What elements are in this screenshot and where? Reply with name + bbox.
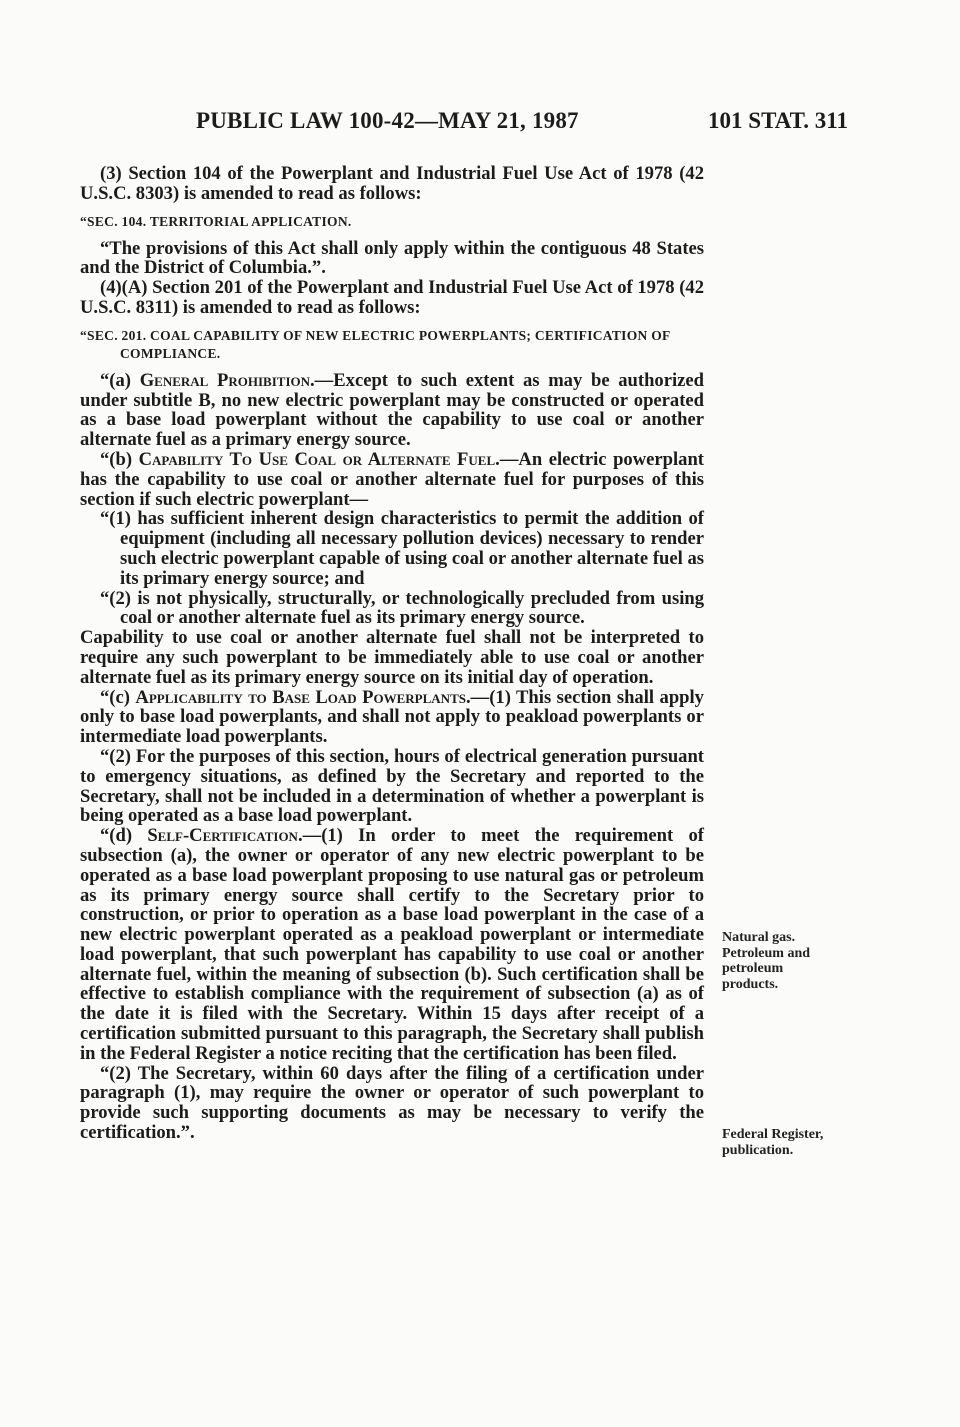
subsection-a <box>80 371 704 450</box>
running-head <box>196 108 848 138</box>
paragraph-section-104-amendment: (3) Section 104 of the Powerplant and Industrial Fuel Use Act of 1978 (42 U.S.C. 8303) is amended to read as follows: <box>80 163 704 204</box>
margin-note-natural-gas: Natural gas. Petroleum and petroleum products. <box>722 930 811 992</box>
section-104-heading: “SEC. 104. TERRITORIAL APPLICATION. <box>80 213 352 229</box>
subsection-d-caption: Self-Certification. <box>147 825 303 847</box>
subsection-b-paragraph-1: “(1) has sufficient inherent design characteristics to permit the addition of equipment (including all necessary pollution devices) necessary to render such electric powerplant capable of using coal or another alternate fuel as its primary energy source; and <box>100 508 704 589</box>
subsection-c <box>80 688 704 747</box>
paragraph-section-201-amendment: (4)(A) Section 201 of the Powerplant and Industrial Fuel Use Act of 1978 (42 U.S.C. 8311) is amended to read as follows: <box>80 277 704 318</box>
subsection-c-number: “(c) <box>100 686 136 708</box>
subsection-b-number: “(b) <box>100 448 139 470</box>
subsection-d-text: —(1) In order to meet the requirement of subsection (a), the owner or operator of any new electric powerplant to be operated as a base load powerplant proposing to use natural gas or petroleum as its primary energy source shall certify to the Secretary prior to construction, or prior to operation as a base load powerplant in the case of a new electric powerplant operated as a peakload powerplant or intermediate load powerplant, that such powerplant has capability to use coal or another alternate fuel, within the meaning of subsection (b). Such certification shall be effective to establish compliance with the requirement of subsection (a) as of the date it is filed with the Secretary. Within 15 days after receipt of a certification submitted pursuant to this paragraph, the Secretary shall publish in the Federal Register a notice reciting that the certification has been filed. <box>80 825 704 1064</box>
subsection-b-text: —An electric powerplant has the capability to use coal or another alternate fuel for purposes of this section if such electric powerplant— <box>80 448 705 510</box>
statute-page-reference: 101 STAT. 311 <box>708 108 848 133</box>
law-text <box>80 164 704 1143</box>
subsection-b <box>80 450 704 509</box>
section-201-heading: “SEC. 201. COAL CAPABILITY OF NEW ELECTRIC POWERPLANTS; CERTIFICATION OF COMPLIANCE. <box>80 327 671 361</box>
margin-note-federal-register: Federal Register, publication. <box>722 1127 824 1158</box>
subsection-d-number: “(d) <box>100 825 148 847</box>
subsection-c-paragraph-2: “(2) For the purposes of this section, hours of electrical generation pursuant to emergency situations, as defined by the Secretary and reported to the Secretary, shall not be included in a determination of whether a powerplant is being operated as a base load powerplant. <box>80 745 704 827</box>
subsection-c-caption: Applicability to Base Load Powerplants. <box>135 686 471 708</box>
law-title: PUBLIC LAW 100-42—MAY 21, 1987 <box>196 108 579 133</box>
paragraph-territorial-application: “The provisions of this Act shall only apply within the contiguous 48 States and the District of Columbia.”. <box>80 237 704 279</box>
subsection-a-caption: General Prohibition. <box>139 369 315 391</box>
capability-paragraph: Capability to use coal or another alternate fuel shall not be interpreted to require any such powerplant to be immediately able to use coal or another alternate fuel as its primary energy source on its initial day of operation. <box>80 627 704 688</box>
subsection-c-text: —(1) This section shall apply only to base load powerplants, and shall not apply to peakload powerplants or intermediate load powerplants. <box>80 686 704 748</box>
subsection-d-paragraph-2: “(2) The Secretary, within 60 days after the filing of a certification under paragraph (1), may require the owner or operator of such powerplant to provide such supporting documents as may be necessary to verify the certification.”. <box>80 1062 704 1144</box>
subsection-a-number: “(a) <box>100 369 140 391</box>
subsection-b-paragraph-2: “(2) is not physically, structurally, or technologically precluded from using coal or another alternate fuel as its primary energy source. <box>100 587 704 629</box>
subsection-b-caption: Capability To Use Coal or Alternate Fuel. <box>138 448 500 470</box>
subsection-d <box>80 826 704 1064</box>
subsection-a-text: —Except to such extent as may be authorized under subtitle B, no new electric powerplant may be constructed or operated as a base load powerplant without the capability to use coal or another alternate fuel as a primary energy source. <box>80 369 704 451</box>
